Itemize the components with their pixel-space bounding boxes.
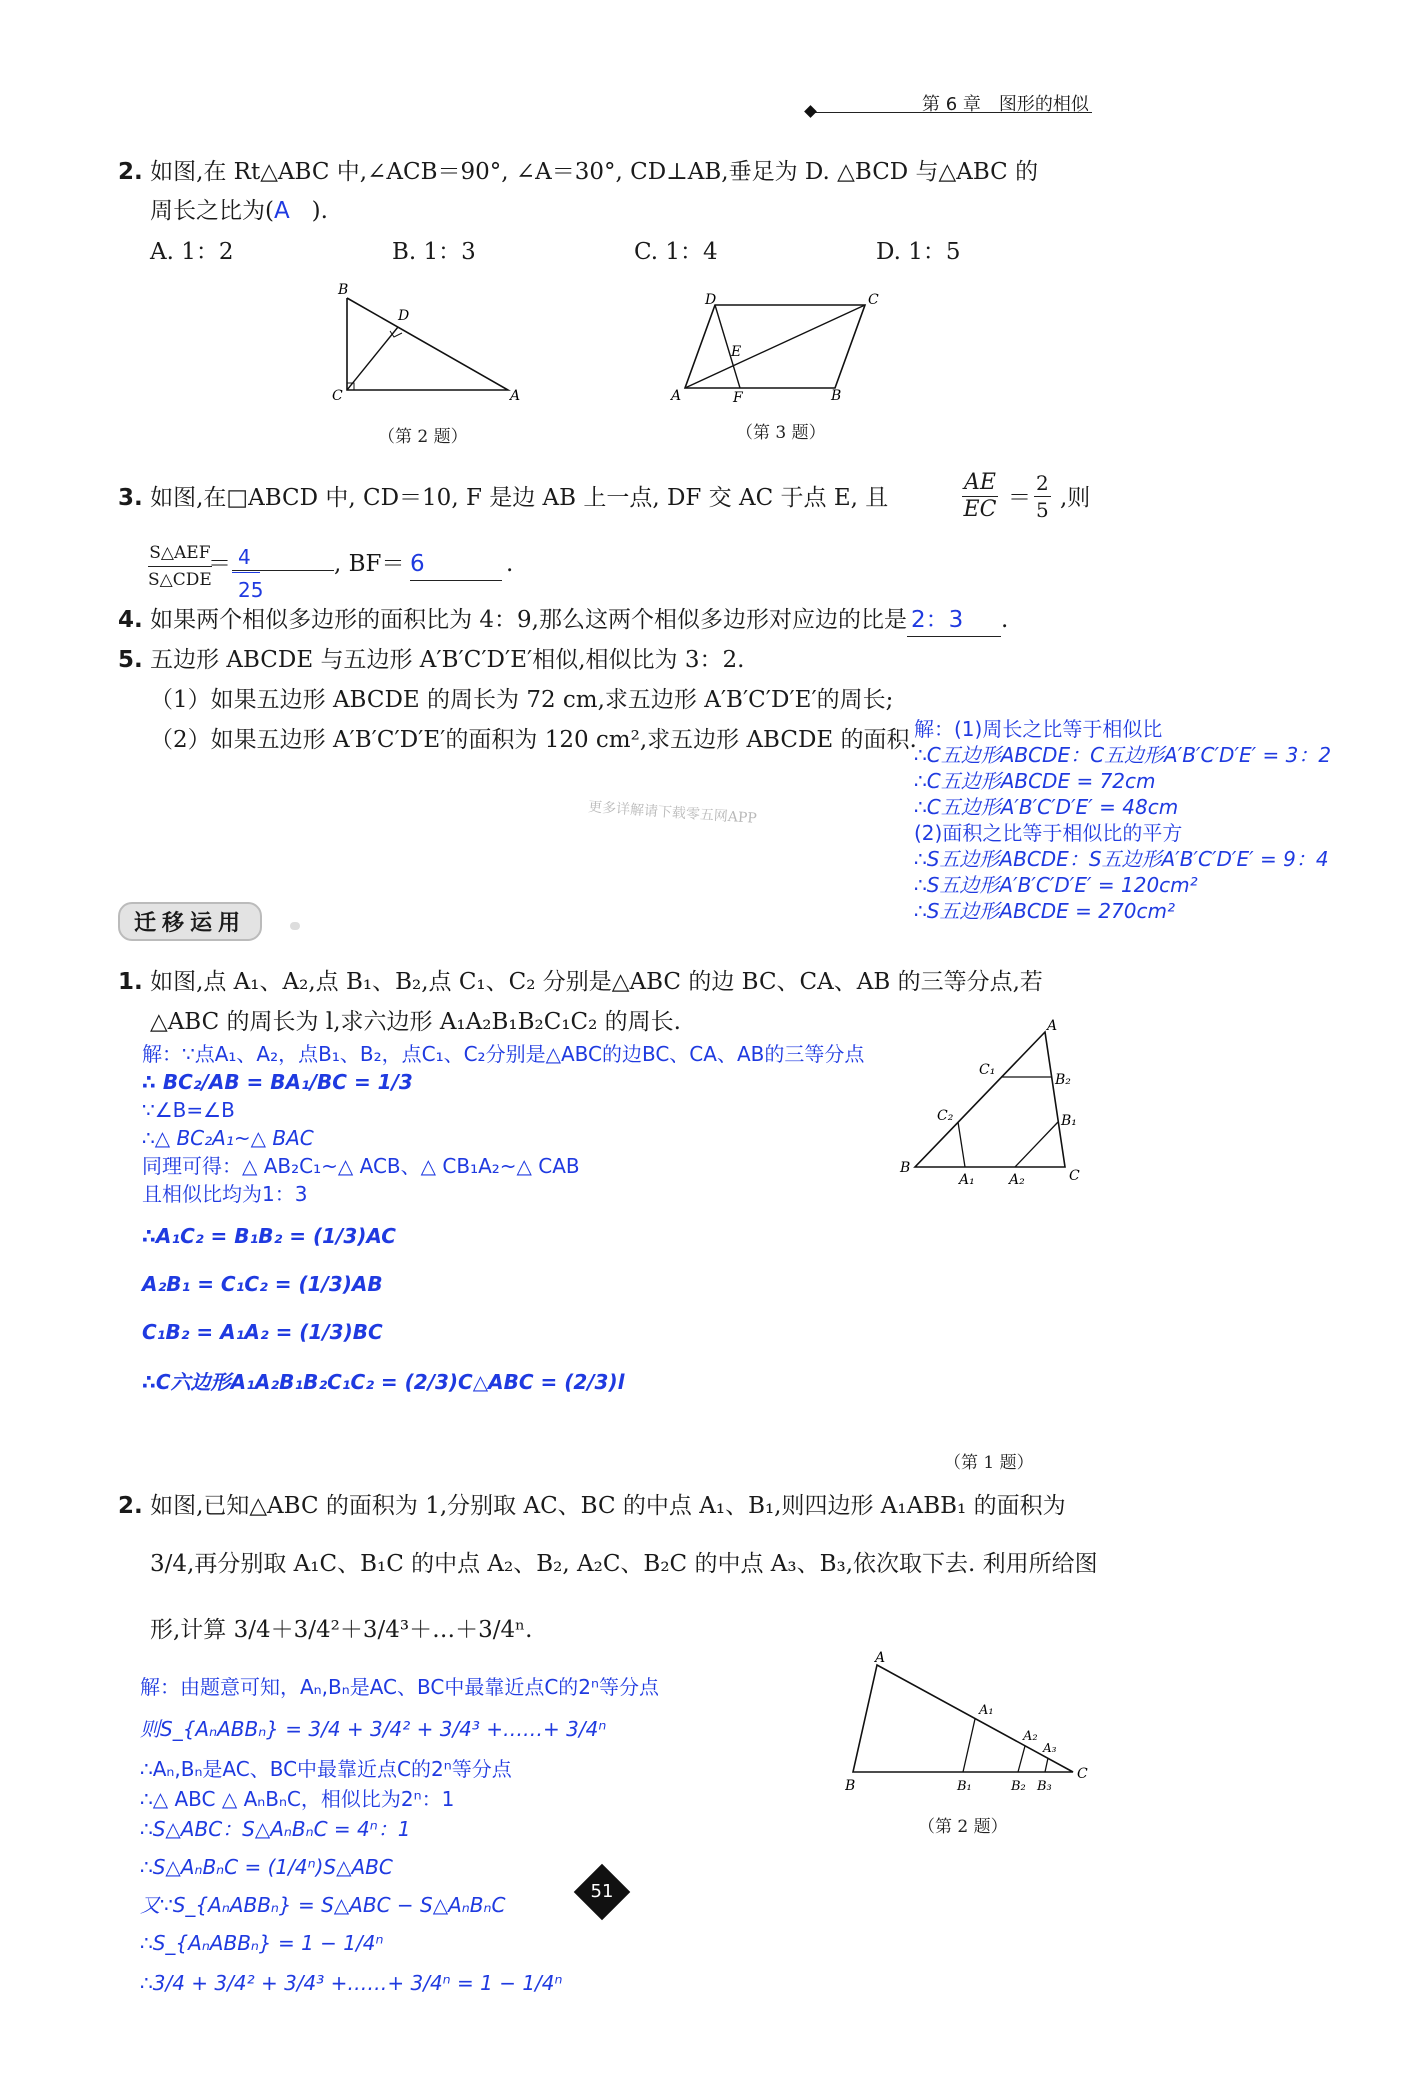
q3-frac2-num: 2	[1036, 471, 1049, 495]
solt1-line9: C₁B₂ = A₁A₂ = (1/3)BC	[142, 1320, 383, 1344]
t1-text: 如图,点 A₁、A₂,点 B₁、B₂,点 C₁、C₂ 分别是△ABC 的边 BC、CA、AB 的三等分点,若	[150, 969, 1043, 995]
figt2-label-c: C	[1077, 1766, 1088, 1782]
q3-line1	[118, 482, 888, 514]
fig3-label-e: E	[731, 344, 742, 360]
solt1-line5: 同理可得：△ AB₂C₁~△ ACB、△ CB₁A₂~△ CAB	[142, 1154, 580, 1178]
figt1-label-c2: C₂	[937, 1108, 954, 1124]
q2-line2	[150, 195, 328, 227]
q3-bf-answer: 6	[410, 551, 425, 577]
q3-frac-den: EC	[963, 497, 997, 522]
solt2-line7: 又∵S_{AₙABBₙ} = S△ABC − S△AₙBₙC	[140, 1893, 506, 1917]
q3-bf-blank	[410, 548, 502, 581]
q2-option-b: B. 1：3	[392, 239, 476, 265]
q2-number: 2.	[118, 159, 143, 185]
fig3-label-d: D	[705, 292, 717, 308]
solt2-line9: ∴3/4 + 3/4² + 3/4³ +……+ 3/4ⁿ = 1 − 1/4ⁿ	[140, 1971, 563, 1995]
q5-number: 5.	[118, 647, 143, 673]
q3-eq2: ＝	[208, 551, 231, 577]
q4-end: .	[1000, 607, 1009, 633]
sol5-line3: ∴C五边形ABCDE = 72cm	[914, 769, 1156, 793]
solt2-line2: 则S_{AₙABBₙ} = 3/4 + 3/4² + 3/4³ +……+ 3/4ⁿ	[140, 1717, 607, 1741]
fig3-label-b: B	[831, 388, 842, 404]
figure-t2	[845, 1650, 1095, 1800]
watermark: 更多详解请下载零五网APP	[587, 799, 758, 827]
figt2-label-a3: A₃	[1043, 1741, 1057, 1755]
q3-eq: ＝	[1008, 485, 1031, 511]
q3-bf-label: , BF＝	[334, 551, 405, 577]
q2-line1	[118, 156, 1038, 188]
q3-frac2-den: 5	[1036, 498, 1049, 522]
figt2-label-b2: B₂	[1011, 1779, 1026, 1794]
fig3-label-c: C	[868, 292, 879, 308]
q2-option-d: D. 1：5	[876, 239, 961, 265]
fig3-caption: （第 3 题）	[736, 423, 826, 443]
solt1-line3: ∵∠B=∠B	[142, 1098, 235, 1122]
q3-fraction-ae-ec	[962, 470, 998, 523]
figt1-label-c: C	[1069, 1168, 1080, 1184]
page-number-badge	[574, 1864, 631, 1921]
q2-option-c: C. 1：4	[634, 239, 718, 265]
solt1-line4: ∴△ BC₂A₁~△ BAC	[142, 1126, 314, 1150]
fig3-label-f: F	[733, 390, 743, 405]
sol5-line6: ∴S五边形ABCDE：S五边形A′B′C′D′E′ = 9：4	[914, 847, 1329, 871]
t1-line1	[118, 966, 1043, 998]
sol5-line4: ∴C五边形A′B′C′D′E′ = 48cm	[914, 795, 1179, 819]
header-diamond-icon	[804, 105, 817, 118]
q3-s-den: S△CDE	[148, 570, 212, 590]
q3-s-num: S△AEF	[148, 540, 212, 567]
solt1-line8: A₂B₁ = C₁C₂ = (1/3)AB	[142, 1272, 383, 1296]
section-title: 迁移运用	[118, 902, 262, 941]
q3-tail: ,则	[1060, 485, 1091, 511]
q3-answer-fracbar	[232, 572, 260, 573]
q3-frac-num: AE	[964, 470, 996, 495]
figt1-label-a1: A₁	[959, 1172, 975, 1188]
section-rule	[290, 922, 300, 930]
fig2-label-a: A	[510, 388, 521, 404]
figt1-label-c1: C₁	[979, 1062, 996, 1078]
figt2-caption: （第 2 题）	[918, 1817, 1008, 1837]
figt1-label-b1: B₁	[1061, 1113, 1077, 1129]
q4-text: 如果两个相似多边形的面积比为 4：9,那么这两个相似多边形对应边的比是	[150, 607, 907, 633]
q2-text: 如图,在 Rt△ABC 中,∠ACB＝90°, ∠A＝30°, CD⊥AB,垂足为 D. △BCD 与△ABC 的	[150, 159, 1039, 185]
solt2-line1: 解：由题意可知，Aₙ,Bₙ是AC、BC中最靠近点C的2ⁿ等分点	[140, 1675, 659, 1699]
q4-answer: 2：3	[907, 604, 1001, 637]
t2-number: 2.	[118, 1493, 143, 1519]
q3-fraction-2-5	[1034, 470, 1051, 523]
figt2-label-b: B	[845, 1778, 856, 1794]
solt2-line4: ∴△ ABC △ AₙBₙC，相似比为2ⁿ：1	[140, 1787, 455, 1811]
fig2-label-d: D	[398, 308, 410, 324]
q2-option-a: A. 1：2	[150, 239, 234, 265]
q2-close: ).	[311, 198, 328, 224]
sol5-line8: ∴S五边形ABCDE = 270cm²	[914, 899, 1175, 923]
solution-t2	[140, 1672, 659, 1998]
q3-end: .	[506, 551, 514, 577]
q3-number: 3.	[118, 485, 143, 511]
sol5-line5: (2)面积之比等于相似比的平方	[914, 821, 1183, 845]
fig2-label-c: C	[332, 388, 343, 404]
q4-number: 4.	[118, 607, 143, 633]
sol5-line7: ∴S五边形A′B′C′D′E′ = 120cm²	[914, 873, 1198, 897]
q3-answer-num: 4	[238, 545, 251, 569]
solt1-line6: 且相似比均为1：3	[142, 1182, 308, 1206]
solt1-line2: ∴ BC₂/AB = BA₁/BC = 1/3	[142, 1070, 413, 1094]
solt1-line1: 解：∵点A₁、A₂，点B₁、B₂，点C₁、C₂分别是△ABC的边BC、CA、AB的三等分点	[142, 1042, 865, 1066]
q5-line	[118, 644, 744, 676]
chapter-title: 第 6 章 图形的相似	[922, 94, 1089, 115]
solution-q5	[914, 716, 1331, 924]
figt1-label-a: A	[1047, 1018, 1058, 1034]
solt1-line10: ∴C六边形A₁A₂B₁B₂C₁C₂ = (2/3)C△ABC = (2/3)l	[142, 1370, 625, 1394]
solt2-line5: ∴S△ABC：S△AₙBₙC = 4ⁿ：1	[140, 1817, 411, 1841]
sol5-line2: ∴C五边形ABCDE：C五边形A′B′C′D′E′ = 3：2	[914, 743, 1332, 767]
q2-prompt: 周长之比为(	[150, 198, 274, 224]
q3-text: 如图,在□ABCD 中, CD＝10, F 是边 AB 上一点, DF 交 AC 于点 E, 且	[150, 485, 889, 511]
fig2-caption: （第 2 题）	[378, 427, 468, 447]
q3-answer-den: 25	[238, 578, 264, 602]
figt1-label-a2: A₂	[1009, 1172, 1025, 1188]
q4-line	[118, 604, 1008, 637]
q2-answer: A	[273, 198, 290, 224]
q5-text: 五边形 ABCDE 与五边形 A′B′C′D′E′相似,相似比为 3：2.	[150, 647, 745, 673]
solt1-line7: ∴A₁C₂ = B₁B₂ = (1/3)AC	[142, 1224, 396, 1248]
solt2-line3: ∴Aₙ,Bₙ是AC、BC中最靠近点C的2ⁿ等分点	[140, 1757, 512, 1781]
t1-number: 1.	[118, 969, 143, 995]
t2-line3: 形,计算 3/4＋3/4²＋3/4³＋…＋3/4ⁿ.	[150, 1617, 533, 1643]
figure-t1	[895, 1012, 1095, 1197]
figt1-label-b2: B₂	[1055, 1072, 1071, 1088]
t1-line2: △ABC 的周长为 l,求六边形 A₁A₂B₁B₂C₁C₂ 的周长.	[150, 1009, 681, 1035]
t2-text1: 如图,已知△ABC 的面积为 1,分别取 AC、BC 的中点 A₁、B₁,则四边形 A₁ABB₁ 的面积为	[150, 1493, 1066, 1519]
figure-q2	[330, 280, 530, 410]
figt2-label-a2: A₂	[1023, 1729, 1038, 1744]
q3-answer-ratio	[232, 544, 334, 571]
q5-part2: （2）如果五边形 A′B′C′D′E′的面积为 120 cm²,求五边形 ABCDE 的面积.	[150, 727, 917, 753]
figt2-label-b3: B₃	[1037, 1779, 1052, 1794]
sol5-line1: 解：(1)周长之比等于相似比	[914, 717, 1163, 741]
fig2-label-b: B	[338, 282, 349, 298]
figt2-label-a1: A₁	[979, 1703, 994, 1718]
t2-line1	[118, 1490, 1066, 1522]
figt1-label-b: B	[900, 1160, 911, 1176]
fig3-label-a: A	[671, 388, 682, 404]
figure-q3	[665, 290, 895, 405]
q3-s-fraction	[148, 540, 212, 593]
figt2-label-a: A	[875, 1650, 886, 1666]
q5-part1: （1）如果五边形 ABCDE 的周长为 72 cm,求五边形 A′B′C′D′E′的周长;	[150, 687, 894, 713]
figt2-label-b1: B₁	[957, 1779, 972, 1794]
solution-t1	[142, 1040, 864, 1396]
solt2-line8: ∴S_{AₙABBₙ} = 1 − 1/4ⁿ	[140, 1931, 384, 1955]
page-number: 51	[590, 1881, 614, 1902]
t2-line2: 3/4,再分别取 A₁C、B₁C 的中点 A₂、B₂, A₂C、B₂C 的中点 A₃、B₃,依次取下去. 利用所给图	[150, 1551, 1098, 1577]
figt1-caption: （第 1 题）	[944, 1453, 1034, 1473]
solt2-line6: ∴S△AₙBₙC = (1/4ⁿ)S△ABC	[140, 1855, 393, 1879]
